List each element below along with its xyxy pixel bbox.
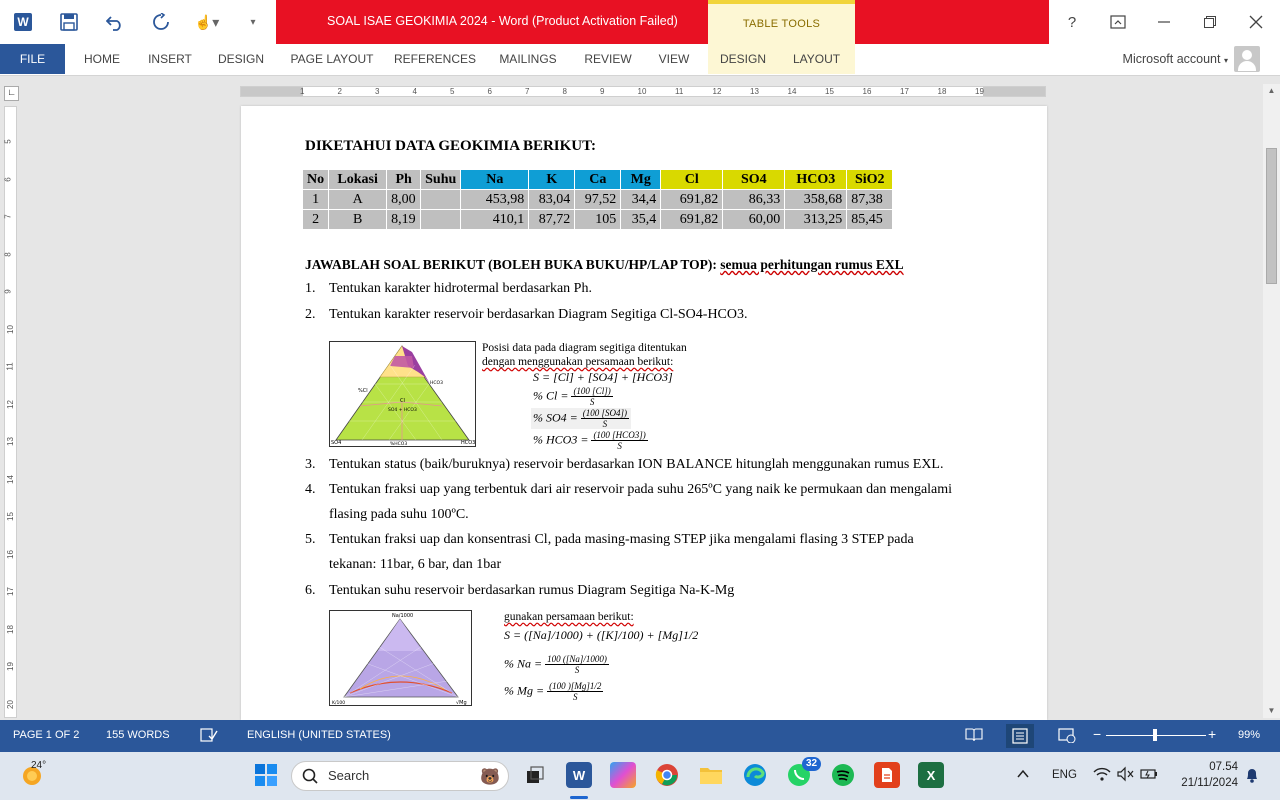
ruler-number: 13	[750, 87, 759, 96]
ruler-number: 15	[5, 512, 15, 521]
copilot-icon[interactable]	[610, 762, 636, 788]
question-text: flasing pada suhu 100ºC.	[329, 507, 469, 522]
ruler-number: 18	[5, 624, 15, 634]
table-header-cell[interactable]: No	[303, 170, 329, 190]
word-logo-icon: W	[0, 0, 46, 44]
table-cell[interactable]: 8,00	[387, 190, 421, 210]
eq1-cl-lhs: % Cl =	[533, 388, 569, 403]
eq2-na-lhs: % Na =	[504, 656, 543, 671]
ruler-right-margin	[983, 87, 1045, 96]
table-row	[303, 210, 893, 230]
zoom-slider-knob[interactable]	[1153, 729, 1157, 741]
ruler-number: 8	[562, 87, 567, 96]
eq1-note-1: Posisi data pada diagram segitiga ditentukan	[482, 342, 687, 354]
search-icon	[302, 762, 318, 800]
question-heading-main: JAWABLAH SOAL BERIKUT (BOLEH BUKA BUKU/HP/LAP TOP):	[305, 257, 721, 272]
table-cell[interactable]: 410,1	[461, 210, 529, 230]
eq1-hco3-frac	[591, 430, 647, 451]
table-header-row	[303, 170, 893, 190]
ruler-number: 7	[3, 214, 13, 219]
scroll-down-icon[interactable]: ▼	[1267, 706, 1276, 715]
web-layout-icon[interactable]	[1058, 727, 1076, 746]
redo-icon[interactable]	[138, 0, 184, 44]
title-bar	[0, 0, 1280, 44]
tri1-bottom-label: %HCO3	[390, 442, 408, 446]
ruler-number: 15	[825, 87, 834, 96]
ruler-number: 18	[937, 87, 947, 96]
question-heading	[305, 257, 904, 273]
zoom-in-icon[interactable]: +	[1208, 726, 1217, 742]
eq2-note	[504, 611, 634, 623]
table-header-cell[interactable]: SiO2	[847, 170, 893, 190]
question-number: 5.	[305, 532, 316, 547]
tab-selector-icon[interactable]: ∟	[4, 86, 19, 101]
tab-references[interactable]: REFERENCES	[393, 52, 476, 66]
ruler-left-margin	[241, 87, 303, 96]
ruler-number: 17	[900, 87, 909, 96]
eq2-s: S = ([Na]/1000) + ([K]/100) + [Mg]1/2	[504, 628, 699, 642]
page-heading: DIKETAHUI DATA GEOKIMIA BERIKUT:	[305, 138, 597, 154]
eq2-mg-lhs: % Mg =	[504, 683, 545, 698]
save-icon[interactable]	[46, 0, 92, 44]
ruler-number: 3	[375, 87, 380, 96]
table-cell[interactable]: 87,72	[529, 210, 575, 230]
minimize-icon[interactable]	[1141, 0, 1187, 44]
table-cell[interactable]	[421, 190, 461, 210]
task-view-icon[interactable]	[522, 762, 548, 788]
tri2-left-label: K/100	[332, 701, 346, 705]
tab-home[interactable]: HOME	[84, 52, 120, 66]
ruler-number: 13	[5, 437, 15, 446]
ruler-number: 14	[787, 87, 797, 96]
restore-icon[interactable]	[1187, 0, 1233, 44]
table-cell[interactable]: 35,4	[621, 210, 661, 230]
tab-view[interactable]: VIEW	[658, 52, 690, 66]
status-bar	[0, 720, 1280, 752]
read-mode-icon[interactable]	[965, 727, 983, 746]
tri2-right-label: √Mg	[456, 700, 467, 705]
eq1-s: S = [Cl] + [SO4] + [HCO3]	[533, 370, 673, 384]
table-header-cell[interactable]: Cl	[661, 170, 723, 190]
windows-taskbar	[0, 752, 1280, 800]
eq1-so4-lhs: % SO4 =	[533, 410, 578, 425]
tri1-pct-label: %Cl	[358, 388, 368, 394]
ribbon-display-options-icon[interactable]	[1095, 0, 1141, 44]
tab-mailings[interactable]: MAILINGS	[499, 52, 557, 66]
volume-muted-icon[interactable]	[1116, 766, 1134, 785]
eq2-note-text: gunakan persamaan berikut:	[504, 611, 634, 623]
table-header-cell[interactable]: Mg	[621, 170, 661, 190]
question-text: Tentukan fraksi uap dan konsentrasi Cl, pada masing-masing STEP jika mengalami flasing 3 STEP pada	[329, 532, 914, 547]
eq1-so4-den: S	[602, 419, 608, 429]
close-icon[interactable]	[1233, 0, 1279, 44]
customize-qat-icon[interactable]: ▾	[250, 16, 256, 28]
touch-mode-icon[interactable]: ☝▾	[194, 13, 220, 30]
ruler-number: 1	[300, 87, 305, 96]
document-page[interactable]	[241, 106, 1047, 720]
ruler-number: 5	[3, 139, 13, 144]
eq1-so4	[531, 408, 631, 429]
ruler-number: 6	[487, 87, 492, 96]
table-header-cell[interactable]: Lokasi	[329, 170, 387, 190]
word-active-indicator	[570, 796, 588, 799]
show-hidden-icons-icon[interactable]	[1016, 767, 1030, 784]
table-cell[interactable]: 97,52	[575, 190, 621, 210]
table-header-cell[interactable]: Suhu	[421, 170, 461, 190]
table-cell[interactable]: 105	[575, 210, 621, 230]
table-cell[interactable]: 8,19	[387, 210, 421, 230]
table-cell[interactable]: 453,98	[461, 190, 529, 210]
ruler-number: 8	[3, 251, 13, 257]
word-count[interactable]: 155 WORDS	[106, 729, 170, 741]
eq2-mg-top: (100 )[Mg]1/2	[549, 681, 602, 691]
eq2-na	[504, 654, 609, 675]
question-text: Tentukan fraksi uap yang terbentuk dari air reservoir pada suhu 265ºC yang naik ke permukaan dan mengalami	[329, 482, 953, 497]
table-header-cell[interactable]: SO4	[723, 170, 785, 190]
ribbon-tabs	[0, 44, 1280, 76]
ruler-number: 4	[412, 87, 417, 96]
eq1-hco3-lhs: % HCO3 =	[533, 432, 589, 447]
ruler-number: 5	[450, 87, 455, 96]
question-text: Tentukan karakter hidrotermal berdasarkan Ph.	[329, 281, 592, 296]
tab-design[interactable]: DESIGN	[217, 52, 264, 66]
ruler-number: 19	[5, 662, 15, 671]
whatsapp-badge: 32	[802, 757, 821, 771]
eq2-na-frac	[545, 654, 609, 675]
document-workarea	[0, 76, 1280, 720]
file-explorer-icon[interactable]	[698, 762, 724, 788]
ruler-number: 10	[5, 324, 15, 334]
ruler-number: 17	[5, 587, 15, 596]
table-header-cell[interactable]: K	[529, 170, 575, 190]
windows-start-icon[interactable]	[253, 762, 279, 788]
table-cell[interactable]: 83,04	[529, 190, 575, 210]
clock-date[interactable]: 21/11/2024	[1181, 777, 1238, 789]
ternary-diagram-icon	[330, 611, 471, 705]
search-highlight-icon: 🐻	[480, 769, 500, 786]
question-number: 1.	[305, 281, 316, 296]
eq2-mg-frac	[547, 681, 603, 702]
whatsapp-icon[interactable]	[786, 758, 818, 788]
window-title: SOAL ISAE GEOKIMIA 2024 - Word (Product Activation Failed)	[327, 14, 678, 28]
eq2-mg	[504, 681, 603, 702]
na-k-mg-diagram[interactable]	[329, 610, 472, 706]
ruler-number: 12	[712, 87, 722, 96]
tab-insert[interactable]: INSERT	[148, 52, 192, 66]
tri1-cl-label: Cl	[400, 398, 405, 404]
taskbar-search-input[interactable]	[291, 761, 509, 791]
tri2-top-label: Na/1000	[392, 613, 414, 619]
tab-file[interactable]: FILE	[0, 44, 65, 74]
table-cell[interactable]: 691,82	[661, 210, 723, 230]
print-layout-icon[interactable]	[1006, 724, 1034, 748]
language-indicator[interactable]: ENGLISH (UNITED STATES)	[247, 729, 391, 741]
chevron-down-icon: ▾	[1223, 56, 1228, 65]
search-placeholder: Search	[328, 768, 370, 783]
excel-icon[interactable]: X	[918, 762, 944, 788]
table-cell[interactable]	[421, 210, 461, 230]
table-cell[interactable]: 1	[303, 190, 329, 210]
question-text: Tentukan status (baik/buruknya) reservoir berdasarkan ION BALANCE hitunglah menggunakan rumus EXL.	[329, 457, 944, 472]
eq1-hco3-den: S	[617, 441, 622, 451]
table-cell[interactable]: 60,00	[723, 210, 785, 230]
eq2-na-den: S	[574, 665, 580, 675]
question-number: 4.	[305, 482, 316, 497]
page-count[interactable]: PAGE 1 OF 2	[13, 729, 80, 741]
table-cell[interactable]: 691,82	[661, 190, 723, 210]
eq1-hco3	[533, 430, 648, 451]
chrome-icon[interactable]	[654, 762, 680, 788]
eq1-cl-top: (100 [Cl])	[573, 386, 611, 396]
battery-icon[interactable]	[1140, 766, 1158, 785]
zoom-slider[interactable]	[1106, 735, 1206, 736]
proofing-icon[interactable]	[200, 727, 218, 746]
ruler-number: 2	[337, 87, 342, 96]
cl-so4-hco3-diagram[interactable]	[329, 341, 476, 447]
tri1-so4-label: SO4	[331, 440, 342, 446]
question-heading-tail: semua perhitungan rumus EXL	[720, 257, 904, 272]
account-menu[interactable]	[1123, 49, 1228, 71]
horizontal-ruler[interactable]	[240, 86, 1046, 97]
tri1-mid-label: SO4 + HCO3	[388, 408, 417, 413]
input-language[interactable]: ENG	[1052, 769, 1077, 781]
eq1-note-2-text: dengan menggunakan persamaan berikut:	[482, 356, 674, 368]
eq1-note-2	[482, 356, 673, 368]
question-number: 6.	[305, 583, 316, 598]
table-cell[interactable]: 85,45	[847, 210, 893, 230]
table-tools-label: TABLE TOOLS	[708, 0, 855, 44]
eq1-cl-den: S	[589, 397, 595, 407]
help-button[interactable]: ?	[1067, 13, 1077, 31]
vertical-scrollbar[interactable]	[1263, 84, 1280, 718]
question-text: Tentukan karakter reservoir berdasarkan Diagram Segitiga Cl-SO4-HCO3.	[329, 307, 748, 322]
zoom-level[interactable]: 99%	[1238, 729, 1261, 741]
tri1-hco3-label: HCO3	[461, 440, 475, 446]
eq1-cl-frac	[571, 386, 612, 407]
ruler-number: 12	[5, 399, 15, 409]
geochem-data-table[interactable]	[303, 170, 893, 230]
eq1-so4-frac	[581, 408, 629, 429]
ruler-number: 6	[3, 176, 13, 182]
ruler-number: 9	[600, 87, 605, 96]
ruler-number: 7	[525, 87, 530, 96]
vertical-ruler[interactable]	[4, 106, 17, 718]
scroll-up-icon[interactable]: ▲	[1267, 86, 1276, 95]
scroll-thumb[interactable]	[1266, 148, 1277, 284]
question-text: Tentukan suhu reservoir berdasarkan rumus Diagram Segitiga Na-K-Mg	[329, 583, 735, 598]
word-taskbar-icon[interactable]: W	[566, 762, 592, 788]
ruler-number: 11	[675, 87, 684, 96]
table-header-cell[interactable]: Na	[461, 170, 529, 190]
question-number: 2.	[305, 307, 316, 322]
table-cell[interactable]: A	[329, 190, 387, 210]
tab-table-layout[interactable]: LAYOUT	[778, 44, 855, 74]
eq1-cl	[533, 386, 613, 407]
ruler-number: 19	[975, 87, 984, 96]
table-cell[interactable]: 86,33	[723, 190, 785, 210]
ruler-number: 11	[5, 362, 15, 371]
tab-table-design[interactable]: DESIGN	[708, 44, 778, 74]
question-text: tekanan: 11bar, 6 bar, dan 1bar	[329, 557, 502, 572]
ruler-number: 14	[5, 474, 15, 484]
ruler-number: 20	[5, 699, 15, 709]
account-label: Microsoft account	[1122, 52, 1221, 66]
ruler-number: 9	[3, 289, 13, 294]
table-row	[303, 190, 893, 210]
tab-review[interactable]: REVIEW	[584, 52, 632, 66]
ruler-number: 10	[637, 87, 647, 96]
spotify-icon[interactable]	[830, 762, 856, 788]
eq1-hco3-top: (100 [HCO3])	[593, 430, 646, 440]
quick-access-toolbar	[0, 0, 276, 44]
undo-icon[interactable]	[92, 0, 138, 44]
avatar[interactable]	[1234, 46, 1260, 72]
table-cell[interactable]: B	[329, 210, 387, 230]
zoom-out-icon[interactable]: −	[1093, 726, 1102, 742]
table-cell[interactable]: 34,4	[621, 190, 661, 210]
table-cell[interactable]: 313,25	[785, 210, 847, 230]
eq2-mg-den: S	[572, 692, 578, 702]
notification-bell-icon[interactable]	[1245, 767, 1259, 786]
wifi-icon[interactable]	[1093, 766, 1111, 785]
ruler-number: 16	[5, 549, 15, 559]
eq2-na-top: 100 ([Na]/1000)	[547, 654, 607, 664]
question-number: 3.	[305, 457, 316, 472]
table-header-cell[interactable]: Ph	[387, 170, 421, 190]
table-cell[interactable]: 358,68	[785, 190, 847, 210]
eq1-so4-top: (100 [SO4])	[582, 408, 628, 418]
ternary-diagram-icon	[330, 342, 475, 446]
table-cell[interactable]: 2	[303, 210, 329, 230]
table-header-cell[interactable]: HCO3	[785, 170, 847, 190]
table-header-cell[interactable]: Ca	[575, 170, 621, 190]
edge-icon[interactable]	[742, 762, 768, 788]
weather-temp[interactable]: 24°	[31, 760, 47, 771]
pdf-app-icon[interactable]	[874, 762, 900, 788]
tab-page-layout[interactable]: PAGE LAYOUT	[290, 52, 374, 66]
table-body	[303, 190, 893, 230]
ruler-number: 16	[862, 87, 872, 96]
clock-time[interactable]: 07.54	[1209, 761, 1238, 773]
table-cell[interactable]: 87,38	[847, 190, 893, 210]
tri1-hco3-side-label: HCO3	[430, 381, 443, 386]
